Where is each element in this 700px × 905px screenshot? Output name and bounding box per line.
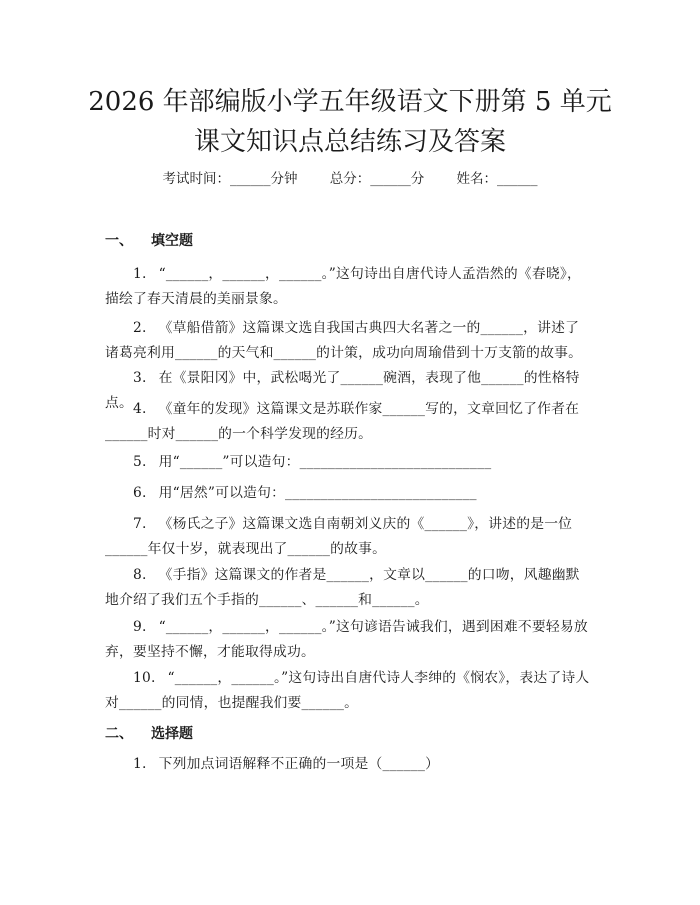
document-title [60,82,640,162]
fill-question-6: 6. 用“居然”可以造句：___________________________ [133,485,477,501]
fill-question-8: 8. 《手指》这篇课文的作者是______，文章以______的口吻，风趣幽默地介绍了我们五个手指的______、______和______。 [105,567,580,608]
student-name: 姓名：______ [456,171,538,187]
title-line-1: 2026 年部编版小学五年级语文下册第 5 单元 [88,87,612,117]
section-title: 填空题 [151,233,193,249]
fill-question-5: 5. 用“______”可以造句：___________________________ [133,454,492,470]
section-heading-fill [105,232,193,250]
exam-meta [0,170,700,188]
choice-question-1: 1. 下列加点词语解释不正确的一项是（______） [133,756,440,772]
section-heading-choice [105,725,193,743]
total-score: 总分：______分 [329,171,425,187]
section-title: 选择题 [151,726,193,742]
fill-question-9: 9. “______，______，______。”这句谚语告诫我们，遇到困难不要轻易放弃，要坚持不懈，才能取得成功。 [105,619,588,660]
section-number: 二、 [105,726,133,742]
fill-question-3: 3. 在《景阳冈》中，武松喝光了______碗酒，表现了他______的性格特点。 [105,370,580,411]
fill-question-2: 2. 《草船借箭》这篇课文选自我国古典四大名著之一的______，讲述了诸葛亮利用______的天气和______的计策，成功向周瑜借到十万支箭的故事。 [105,320,583,361]
title-line-2: 课文知识点总结练习及答案 [193,127,506,157]
fill-question-1: 1. “______，______，______。”这句诗出自唐代诗人孟浩然的《春晓》，描绘了春天清晨的美丽景象。 [105,266,581,307]
fill-question-4: 4. 《童年的发现》这篇课文是苏联作家______写的，文章回忆了作者在______时对______的一个科学发现的经历。 [105,401,580,442]
fill-question-7: 7. 《杨氏之子》这篇课文选自南朝刘义庆的《______》，讲述的是一位______年仅十岁，就表现出了______的故事。 [105,516,573,557]
exam-time: 考试时间：______分钟 [162,171,298,187]
section-number: 一、 [105,233,133,249]
fill-question-10: 10. “______，______。”这句诗出自唐代诗人李绅的《悯农》，表达了诗人对______的同情，也提醒我们要______。 [105,670,590,711]
